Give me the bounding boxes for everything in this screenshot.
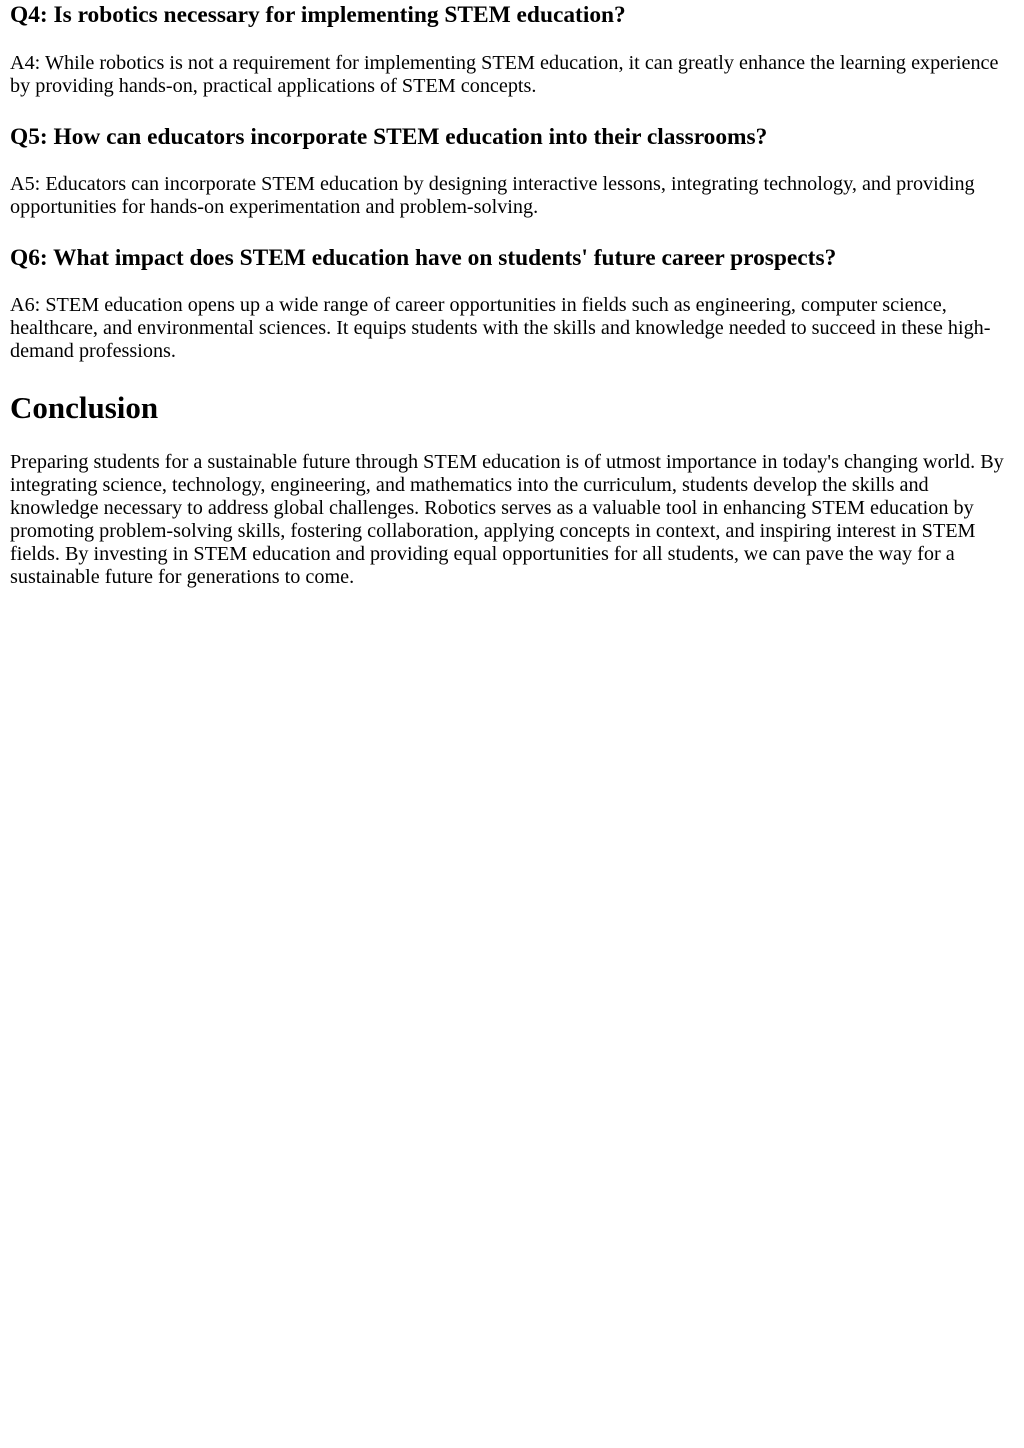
faq-answer-a6: A6: STEM education opens up a wide range of career opportunities in fields such as engineering, computer science, healthcare, and environmental sciences. It equips students with the skills and knowledge needed to succeed in these high-demand professions. [10,294,991,362]
faq-answer-a5: A5: Educators can incorporate STEM education by designing interactive lessons, integrating technology, and providing opportunities for hands-on experimentation and problem-solving. [10,173,975,218]
conclusion-heading: Conclusion [10,390,159,425]
faq-question-q6: Q6: What impact does STEM education have on students' future career prospects? [10,245,837,271]
conclusion-section [10,390,1014,589]
faq-question-q4: Q4: Is robotics necessary for implementing STEM education? [10,2,626,28]
faq-answer-a4: A4: While robotics is not a requirement for implementing STEM education, it can greatly enhance the learning experience by providing hands-on, practical applications of STEM concepts. [10,52,999,97]
conclusion-paragraph: Preparing students for a sustainable future through STEM education is of utmost importance in today's changing world. By integrating science, technology, engineering, and mathematics into the curriculum, students develop the skills and knowledge necessary to address global challenges. Robotics serves as a valuable tool in enhancing STEM education by promoting problem-solving skills, fostering collaboration, applying concepts in context, and inspiring interest in STEM fields. By investing in STEM education and providing equal opportunities for all students, we can pave the way for a sustainable future for generations to come. [10,451,1004,588]
article-content [0,0,1024,589]
faq-question-q5: Q5: How can educators incorporate STEM education into their classrooms? [10,124,768,150]
faq-section [10,0,1014,363]
